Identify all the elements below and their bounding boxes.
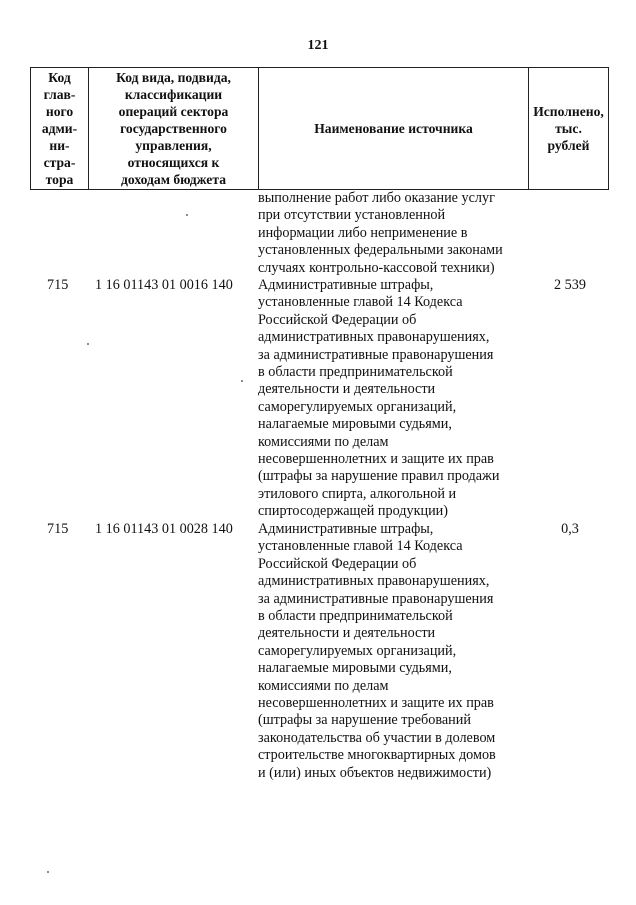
name-line: саморегулируемых организаций, [258, 642, 457, 659]
header-source-name: Наименование источника [259, 68, 529, 190]
amount: 2 539 [554, 277, 586, 293]
name-line: выполнение работ либо оказание услуг [258, 190, 495, 206]
header-kbk: Код вида, подвида, классификации операций сектора государственного управления, относящихся к доходам бюджета [89, 68, 259, 190]
name-line: установленных федеральными законами [258, 242, 503, 259]
name-line: информации либо неприменение в [258, 224, 468, 241]
name-line: (штрафы за нарушение требований [258, 712, 471, 729]
page-number: 121 [307, 38, 329, 53]
name-line: несовершеннолетних и защите их прав [258, 695, 494, 711]
amount: 0,3 [561, 521, 579, 537]
header-admin-code: Код глав- ного адми- ни- стра- тора [31, 68, 89, 190]
scan-speck [47, 871, 49, 873]
scan-speck [87, 343, 89, 345]
header-amount: Исполнено, тыс. рублей [529, 68, 609, 190]
name-line: за административные правонарушения [258, 590, 494, 607]
admin-code: 715 [47, 521, 69, 537]
name-line: налагаемые мировыми судьями, [258, 416, 452, 433]
name-line: Административные штрафы, [258, 521, 434, 537]
name-line: налагаемые мировыми судьями, [258, 660, 452, 677]
name-line: административных правонарушениях, [258, 573, 490, 590]
name-line: при отсутствии установленной [258, 207, 446, 224]
table-header [30, 67, 609, 190]
name-line: Российской Федерации об [258, 311, 417, 328]
name-line: и (или) иных объектов недвижимости) [258, 764, 492, 781]
name-line: в области предпринимательской [258, 608, 453, 624]
scan-speck [186, 214, 188, 216]
name-line: установленные главой 14 Кодекса [258, 538, 463, 555]
name-line: за административные правонарушения [258, 346, 494, 363]
name-line: (штрафы за нарушение правил продажи [258, 468, 500, 485]
name-line: комиссиями по делам [258, 677, 389, 694]
admin-code: 715 [47, 277, 69, 293]
name-line: комиссиями по делам [258, 433, 389, 450]
name-line: этилового спирта, алкогольной и [258, 485, 457, 502]
name-line: законодательства об участии в долевом [258, 729, 496, 746]
name-line: деятельности и деятельности [258, 625, 436, 642]
kbk-code: 1 16 01143 01 0016 140 [95, 277, 233, 293]
name-line: строительстве многоквартирных домов [258, 747, 496, 764]
name-line: Административные штрафы, [258, 277, 434, 293]
name-line: несовершеннолетних и защите их прав [258, 451, 494, 467]
name-line: административных правонарушениях, [258, 329, 490, 346]
name-line: случаях контрольно-кассовой техники) [258, 259, 495, 276]
name-line: деятельности и деятельности [258, 381, 436, 398]
scan-speck [241, 380, 243, 382]
name-line: установленные главой 14 Кодекса [258, 294, 463, 311]
name-line: Российской Федерации об [258, 555, 417, 572]
name-line: саморегулируемых организаций, [258, 398, 457, 415]
name-line: в области предпринимательской [258, 364, 453, 380]
kbk-code: 1 16 01143 01 0028 140 [95, 521, 233, 537]
name-line: спиртосодержащей продукции) [258, 503, 448, 520]
